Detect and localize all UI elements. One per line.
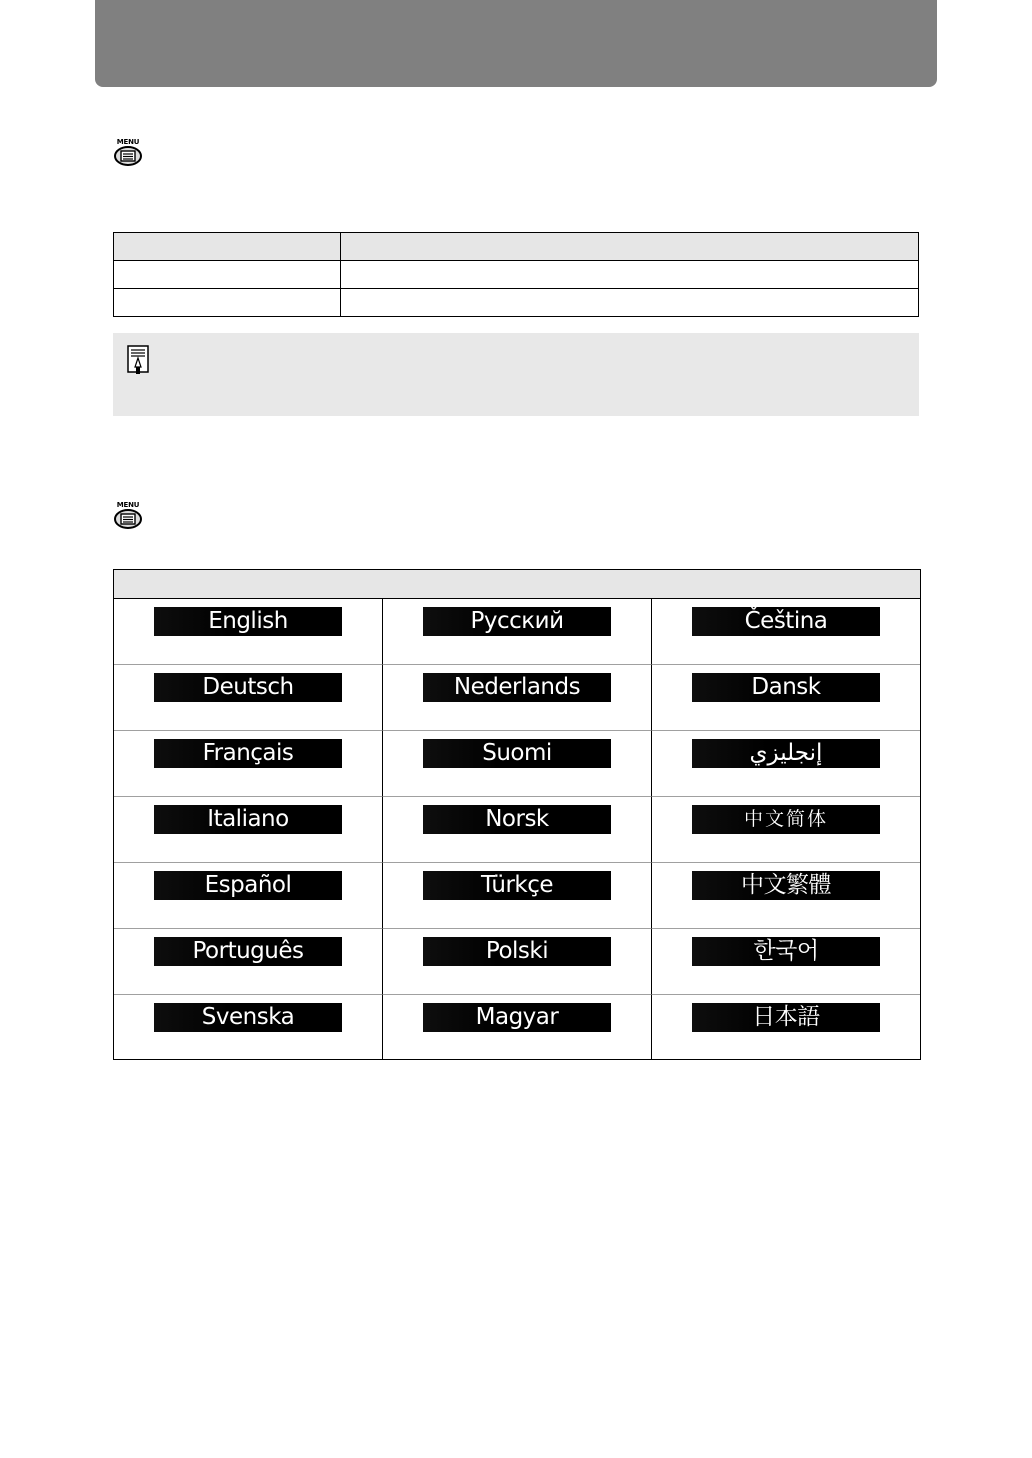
language-option[interactable]: Polski bbox=[423, 937, 611, 966]
language-option[interactable]: English bbox=[154, 607, 342, 636]
language-cell bbox=[114, 797, 383, 863]
menu-button-icon bbox=[113, 138, 143, 168]
language-option[interactable]: Suomi bbox=[423, 739, 611, 768]
table-cell bbox=[114, 261, 341, 289]
language-cell bbox=[652, 599, 920, 665]
language-cell bbox=[652, 665, 920, 731]
language-cell bbox=[652, 863, 920, 929]
language-cell bbox=[652, 731, 920, 797]
language-cell bbox=[114, 995, 383, 1059]
language-table bbox=[113, 569, 921, 1060]
language-cell bbox=[383, 929, 652, 995]
note-box bbox=[113, 333, 919, 416]
language-option[interactable]: Norsk bbox=[423, 805, 611, 834]
language-option[interactable]: Nederlands bbox=[423, 673, 611, 702]
header-bar bbox=[95, 0, 937, 87]
table-row bbox=[114, 289, 919, 317]
language-cell bbox=[652, 995, 920, 1059]
language-option[interactable]: Русский bbox=[423, 607, 611, 636]
language-option[interactable]: Português bbox=[154, 937, 342, 966]
language-option[interactable]: 日本語 bbox=[692, 1003, 880, 1032]
language-option[interactable]: 中文简体 bbox=[692, 805, 880, 834]
settings-table bbox=[113, 232, 919, 317]
menu-button-icon bbox=[113, 501, 143, 531]
language-cell bbox=[652, 929, 920, 995]
table-cell bbox=[341, 261, 919, 289]
language-cell bbox=[383, 863, 652, 929]
language-option[interactable]: Français bbox=[154, 739, 342, 768]
table-cell bbox=[341, 233, 919, 261]
language-option[interactable]: إنجليزي bbox=[692, 739, 880, 768]
language-option[interactable]: Magyar bbox=[423, 1003, 611, 1032]
table-cell bbox=[114, 233, 341, 261]
note-icon bbox=[127, 345, 149, 375]
language-cell bbox=[383, 797, 652, 863]
language-option[interactable]: Svenska bbox=[154, 1003, 342, 1032]
language-cell bbox=[114, 599, 383, 665]
language-cell bbox=[383, 995, 652, 1059]
language-option[interactable]: 中文繁體 bbox=[692, 871, 880, 900]
language-cell bbox=[383, 665, 652, 731]
language-option[interactable]: Türkçe bbox=[423, 871, 611, 900]
language-cell bbox=[114, 665, 383, 731]
language-option[interactable]: Italiano bbox=[154, 805, 342, 834]
menu-icon-label: MENU bbox=[116, 501, 140, 509]
language-option[interactable]: Español bbox=[154, 871, 342, 900]
menu-icon-label: MENU bbox=[116, 138, 140, 146]
language-table-header bbox=[114, 570, 920, 599]
table-cell bbox=[341, 289, 919, 317]
language-cell bbox=[652, 797, 920, 863]
table-cell bbox=[114, 289, 341, 317]
language-option[interactable]: Dansk bbox=[692, 673, 880, 702]
language-cell bbox=[383, 599, 652, 665]
language-option[interactable]: 한국어 bbox=[692, 937, 880, 966]
language-cell bbox=[383, 731, 652, 797]
language-cell bbox=[114, 731, 383, 797]
language-option[interactable]: Čeština bbox=[692, 607, 880, 636]
language-option[interactable]: Deutsch bbox=[154, 673, 342, 702]
table-row bbox=[114, 261, 919, 289]
language-cell bbox=[114, 863, 383, 929]
settings-table-header bbox=[114, 233, 919, 261]
language-cell bbox=[114, 929, 383, 995]
language-grid bbox=[114, 599, 920, 1059]
